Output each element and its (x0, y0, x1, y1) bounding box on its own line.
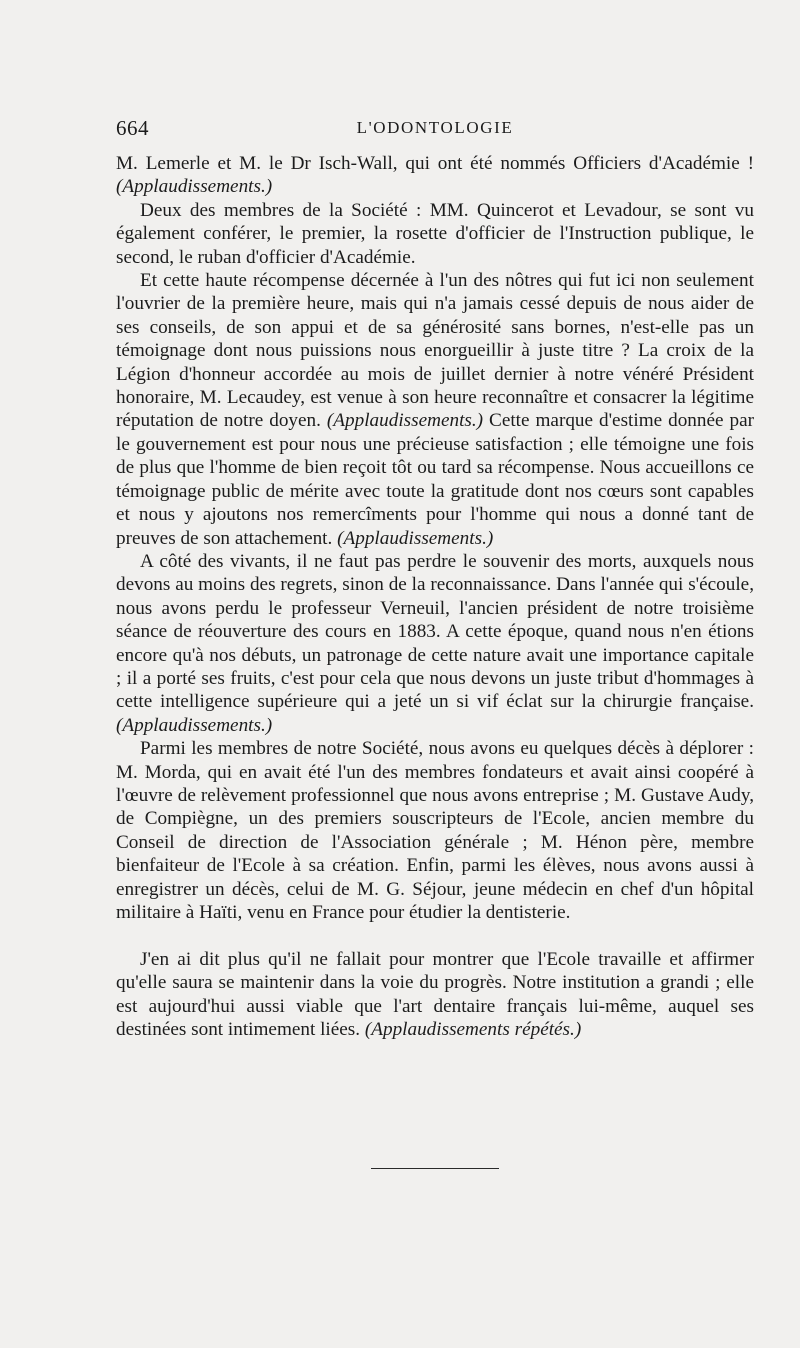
applause-note: (Applaudissements répétés.) (364, 1019, 582, 1041)
applause-note: (Applaudissements.) (116, 176, 273, 198)
applause-note: (Applaudissements.) (116, 714, 273, 736)
paragraph (116, 948, 754, 1042)
page-number: 664 (116, 116, 149, 140)
applause-note: (Applaudissements.) (337, 527, 494, 549)
paragraph-text: M. Lemerle et M. le Dr Isch-Wall, qui ont été nommés Officiers d'Académie ! (116, 153, 754, 174)
paragraph (116, 199, 754, 269)
paragraph (116, 550, 754, 737)
paragraph-text: Et cette haute récompense décernée à l'un des nôtres qui fut ici non seulement l'ouvrier de la première heure, mais qui n'a jamais cessé depuis de nous aider de ses conseils, de son appui et de sa générosité sans bornes, n'est-elle pas un témoignage dont nous puissions nous enorgueillir à juste titre ? La croix de la Légion d'honneur accordée au mois de juillet dernier à notre vénéré Président honoraire, M. Lecaudey, est venue à son heure reconnaître et consacrer la légitime réputation de notre doyen. (116, 270, 754, 432)
paragraph (116, 152, 754, 199)
paragraph-text: A côté des vivants, il ne faut pas perdre le souvenir des morts, auxquels nous devons au moins des regrets, sinon de la reconnaissance. Dans l'année qui s'écoule, nous avons perdu le professeur Verneuil, l'ancien président de notre troisième séance de réouverture des cours en 1883. A cette époque, quand nous n'en étions encore qu'à nos débuts, un patronage de cette nature avait une importance capitale ; il a porté ses fruits, c'est pour cela que nous devons un juste tribut d'hommages à cette intelligence supérieure qui a jeté un si vif éclat sur la chirurgie française. (116, 550, 754, 713)
paragraph (116, 269, 754, 550)
paragraph-text: Parmi les membres de notre Société, nous avons eu quelques décès à déplorer : M. Morda, qui en avait été l'un des membres fondateurs et avait ainsi coopéré à l'œuvre de relèvement professionnel que nous avons entreprise ; M. Gustave Audy, de Compiègne, un des premiers souscripteurs de l'Ecole, ancien membre du Conseil de direction de l'Association générale ; M. Hénon père, membre bienfaiteur de l'Ecole à sa création. Enfin, parmi les élèves, nous avons aussi à enregistrer un décès, celui de M. G. Séjour, jeune médecin en chef d'un hôpital militaire à Haïti, venu en France pour étudier la dentisterie. (116, 738, 754, 923)
body-text (116, 152, 754, 1041)
paragraph-text: Deux des membres de la Société : MM. Quincerot et Levadour, se sont vu également conférer, le premier, la rosette d'officier de l'Instruction publique, le second, le ruban d'officier d'Académie. (116, 199, 754, 268)
paragraph-text: Cette marque d'estime donnée par le gouvernement est pour nous une précieuse satisfaction ; elle témoigne une fois de plus que l'homme de bien reçoit tôt ou tard sa récompense. Nous accueillons ce témoignage public de mérite avec toute la gratitude dont nos cœurs sont capables et nous y ajoutons nos remercîments pour l'homme qui nous a donné tant de preuves de son attachement. (116, 410, 754, 549)
end-rule (371, 1168, 499, 1169)
paragraph-text: J'en ai dit plus qu'il ne fallait pour montrer que l'Ecole travaille et affirmer qu'elle saura se maintenir dans la voie du progrès. Notre institution a grandi ; elle est aujourd'hui aussi viable que l'art dentaire français lui-même, auquel ses destinées sont intimement liées. (116, 948, 754, 1041)
running-head (116, 116, 754, 146)
journal-title: L'ODONTOLOGIE (356, 118, 514, 137)
applause-note: (Applaudissements.) (326, 410, 484, 432)
paragraph (116, 737, 754, 924)
